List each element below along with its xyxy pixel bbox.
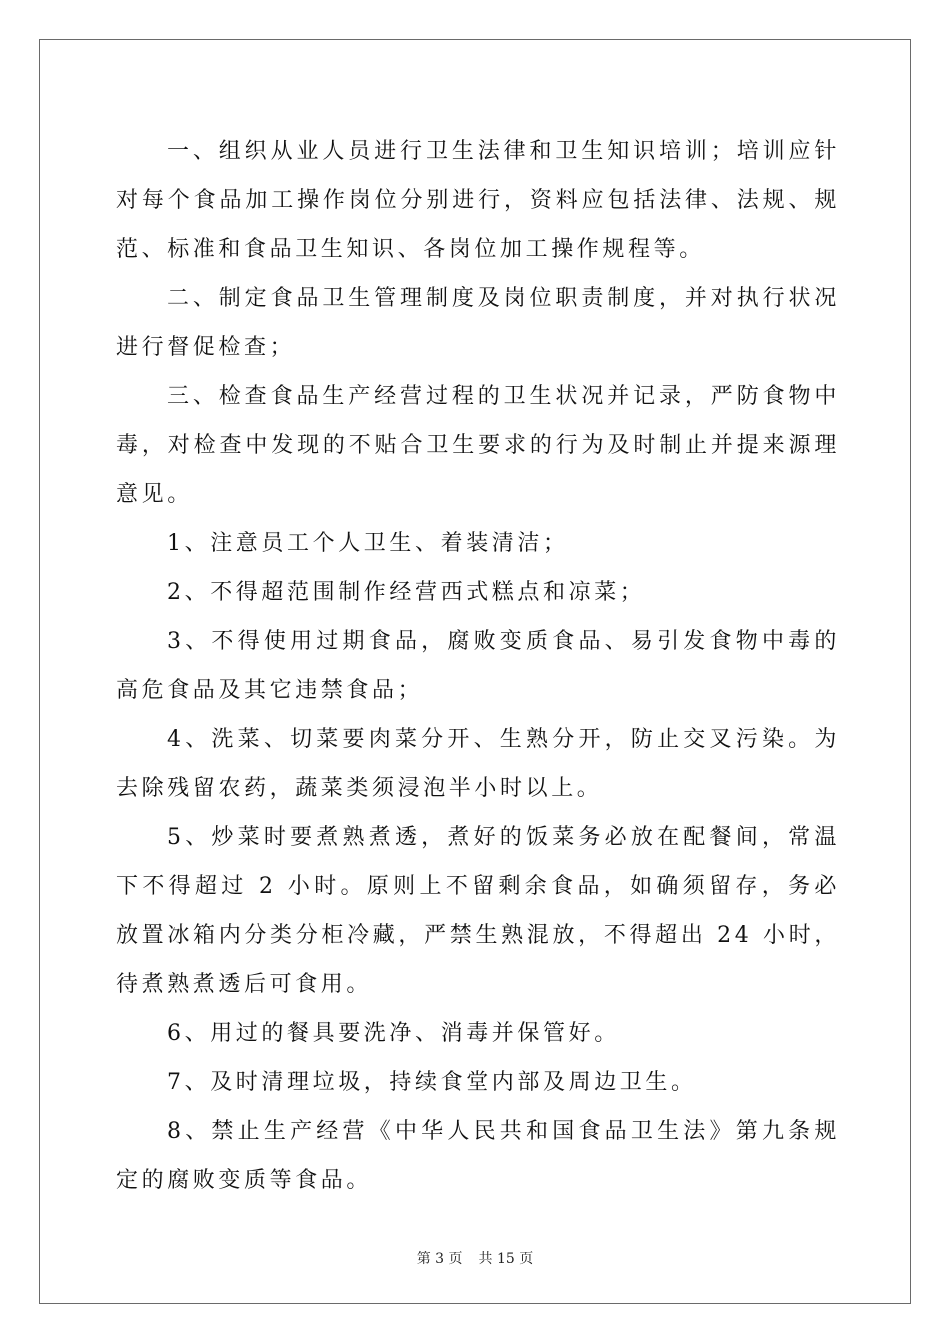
list-item-5: 5、炒菜时要煮熟煮透，煮好的饭菜务必放在配餐间，常温下不得超过 2 小时。原则上不留剩余食品，如确须留存，务必放置冰箱内分类分柜冷藏，严禁生熟混放，不得超出 24 小时，待煮熟煮透后可食用。 (116, 825, 840, 997)
list-item-4: 4、洗菜、切菜要肉菜分开、生熟分开，防止交叉污染。为去除残留农药，蔬菜类须浸泡半小时以上。 (116, 727, 840, 801)
page-footer (0, 1249, 950, 1269)
list-item-1: 1、注意员工个人卫生、着装清洁； (167, 531, 569, 556)
document-body (116, 127, 840, 1205)
paragraph-3: 三、检查食品生产经营过程的卫生状况并记录，严防食物中毒，对检查中发现的不贴合卫生要求的行为及时制止并提来源理意见。 (116, 384, 840, 507)
list-item-2: 2、不得超范围制作经营西式糕点和凉菜； (167, 580, 646, 605)
list-item-3: 3、不得使用过期食品，腐败变质食品、易引发食物中毒的高危食品及其它违禁食品； (116, 629, 840, 703)
list-item-8: 8、禁止生产经营《中华人民共和国食品卫生法》第九条规定的腐败变质等食品。 (116, 1119, 840, 1193)
paragraph-2: 二、制定食品卫生管理制度及岗位职责制度，并对执行状况进行督促检查； (116, 286, 840, 360)
page-total: 共 15 页 (478, 1251, 534, 1267)
paragraph-1: 一、组织从业人员进行卫生法律和卫生知识培训；培训应针对每个食品加工操作岗位分别进行，资料应包括法律、法规、规范、标准和食品卫生知识、各岗位加工操作规程等。 (116, 139, 840, 262)
page-number: 第 3 页 (416, 1251, 463, 1267)
list-item-6: 6、用过的餐具要洗净、消毒并保管好。 (167, 1021, 620, 1046)
list-item-7: 7、及时清理垃圾，持续食堂内部及周边卫生。 (167, 1070, 697, 1095)
